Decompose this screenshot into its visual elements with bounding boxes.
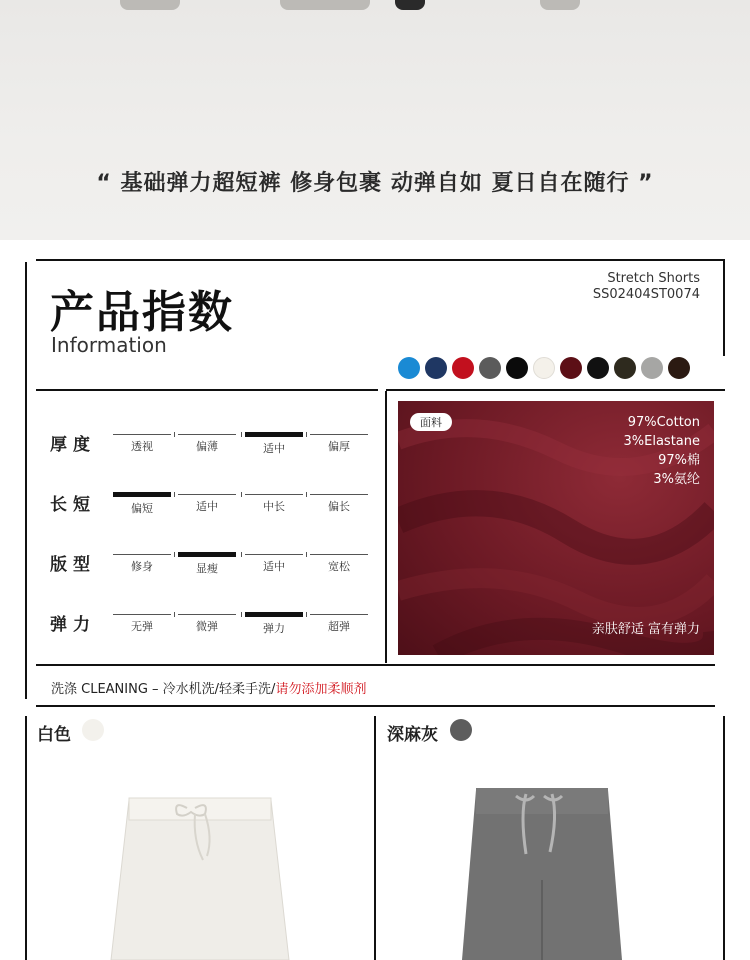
attribute-option (310, 494, 368, 514)
attribute-row (50, 426, 365, 456)
fabric-note: 亲肤舒适 富有弹力 (591, 622, 700, 637)
frame-right-line (723, 259, 725, 356)
hero-product-hint (540, 0, 580, 10)
attribute-bar (245, 494, 303, 495)
color-label-grey: 深麻灰 (387, 725, 438, 745)
attribute-tick (241, 492, 242, 497)
attribute-bar (178, 552, 236, 557)
attribute-bar (113, 614, 171, 615)
attribute-option-label: 偏长 (328, 500, 350, 513)
color-swatch-row (398, 357, 690, 379)
color-swatch[interactable] (614, 357, 636, 379)
attribute-label: 长短 (50, 495, 96, 515)
product-name: Stretch Shorts (607, 271, 700, 286)
attribute-option-label: 宽松 (328, 560, 350, 573)
attribute-tick (306, 612, 307, 617)
color-dot-white (82, 719, 104, 741)
cleaning-bottom-line (36, 705, 715, 707)
attribute-option-label: 微弹 (196, 620, 218, 633)
hero-slogan: “ 基础弹力超短裤 修身包裹 动弹自如 夏日自在随行 ” (96, 171, 654, 196)
attribute-option-label: 中长 (263, 500, 285, 513)
attribute-tick (241, 552, 242, 557)
attribute-option-label: 修身 (131, 560, 153, 573)
hero-banner (0, 0, 750, 240)
cleaning-text: 洗涤 CLEANING – 冷水机洗/轻柔手洗/ (51, 682, 276, 697)
attribute-option (113, 614, 171, 634)
attribute-bar (245, 432, 303, 437)
attribute-option (178, 554, 236, 576)
fabric-composition (624, 413, 701, 489)
hero-product-hint (280, 0, 370, 10)
composition-line: 3%氨纶 (653, 472, 700, 487)
attribute-row (50, 606, 365, 636)
shorts-grey-image (376, 760, 723, 960)
attribute-option (113, 554, 171, 574)
attribute-option (178, 614, 236, 634)
color-swatch[interactable] (587, 357, 609, 379)
attribute-bar (113, 492, 171, 497)
composition-line: 97%棉 (658, 453, 700, 468)
color-label-white: 白色 (37, 725, 71, 745)
attribute-row (50, 546, 365, 576)
header-divider-right (386, 389, 725, 391)
attribute-bar (310, 614, 368, 615)
attribute-bar (178, 434, 236, 435)
cleaning-top-line (36, 664, 715, 666)
attribute-option-label: 适中 (196, 500, 218, 513)
attribute-option-label: 透视 (131, 440, 153, 453)
attribute-bar (310, 434, 368, 435)
attribute-bar (310, 494, 368, 495)
color-swatch[interactable] (479, 357, 501, 379)
attribute-option-label: 偏短 (131, 502, 153, 515)
product-name-block (593, 271, 700, 303)
attribute-tick (241, 432, 242, 437)
frame-top-line (36, 259, 725, 261)
attribute-option (178, 434, 236, 454)
header-divider-left (36, 389, 378, 391)
composition-line: 97%Cotton (627, 415, 700, 430)
color-swatch[interactable] (560, 357, 582, 379)
attribute-option-label: 适中 (263, 442, 285, 455)
attribute-option-label: 适中 (263, 560, 285, 573)
attribute-bar (245, 554, 303, 555)
attribute-tick (174, 432, 175, 437)
attribute-row (50, 486, 365, 516)
attribute-tick (174, 612, 175, 617)
attribute-option (245, 494, 303, 514)
product-code: SS02404ST0074 (592, 287, 700, 302)
attribute-option (113, 434, 171, 454)
hero-product-hint (395, 0, 425, 10)
attribute-bar (178, 494, 236, 495)
attribute-tick (306, 492, 307, 497)
fabric-tag: 面料 (410, 413, 452, 431)
color-swatch[interactable] (641, 357, 663, 379)
attribute-tick (306, 432, 307, 437)
attribute-bar (113, 554, 171, 555)
fabric-photo (398, 401, 714, 655)
attribute-label: 厚度 (50, 435, 96, 455)
color-swatch[interactable] (452, 357, 474, 379)
attribute-tick (174, 552, 175, 557)
attribute-bar (113, 434, 171, 435)
attribute-option (310, 554, 368, 574)
attribute-tick (306, 552, 307, 557)
frame-left-line (25, 262, 27, 699)
cleaning-warning: 请勿添加柔顺剂 (275, 682, 367, 697)
attribute-tick (174, 492, 175, 497)
color-swatch[interactable] (425, 357, 447, 379)
hero-product-hint (120, 0, 180, 10)
composition-line: 3%Elastane (623, 434, 700, 449)
attribute-label: 弹力 (50, 615, 96, 635)
attribute-bar (245, 612, 303, 617)
info-title-cn: 产品指数 (50, 287, 234, 338)
attribute-bar (310, 554, 368, 555)
attribute-option-label: 超弹 (328, 620, 350, 633)
color-swatch[interactable] (506, 357, 528, 379)
product-photo-grey (376, 760, 723, 960)
shorts-white-image (27, 760, 374, 960)
attribute-option-label: 弹力 (263, 622, 285, 635)
attribute-option (245, 554, 303, 574)
attribute-tick (241, 612, 242, 617)
attribute-option (310, 434, 368, 454)
attribute-option (245, 434, 303, 456)
attribute-bar (178, 614, 236, 615)
info-title-en: Information (51, 333, 167, 357)
attribute-option (113, 494, 171, 516)
color-swatch[interactable] (398, 357, 420, 379)
color-dot-grey (450, 719, 472, 741)
attribute-option (245, 614, 303, 636)
product-photo-white (27, 760, 374, 960)
attribute-option-label: 显瘦 (196, 562, 218, 575)
center-divider (385, 391, 387, 663)
attribute-option (178, 494, 236, 514)
attribute-option-label: 偏薄 (196, 440, 218, 453)
color-swatch[interactable] (668, 357, 690, 379)
color-swatch[interactable] (533, 357, 555, 379)
attribute-option-label: 偏厚 (328, 440, 350, 453)
attribute-label: 版型 (50, 555, 96, 575)
panel-right-line (723, 716, 725, 960)
attribute-option-label: 无弹 (131, 620, 153, 633)
attribute-option (310, 614, 368, 634)
cleaning-instructions (51, 678, 366, 697)
